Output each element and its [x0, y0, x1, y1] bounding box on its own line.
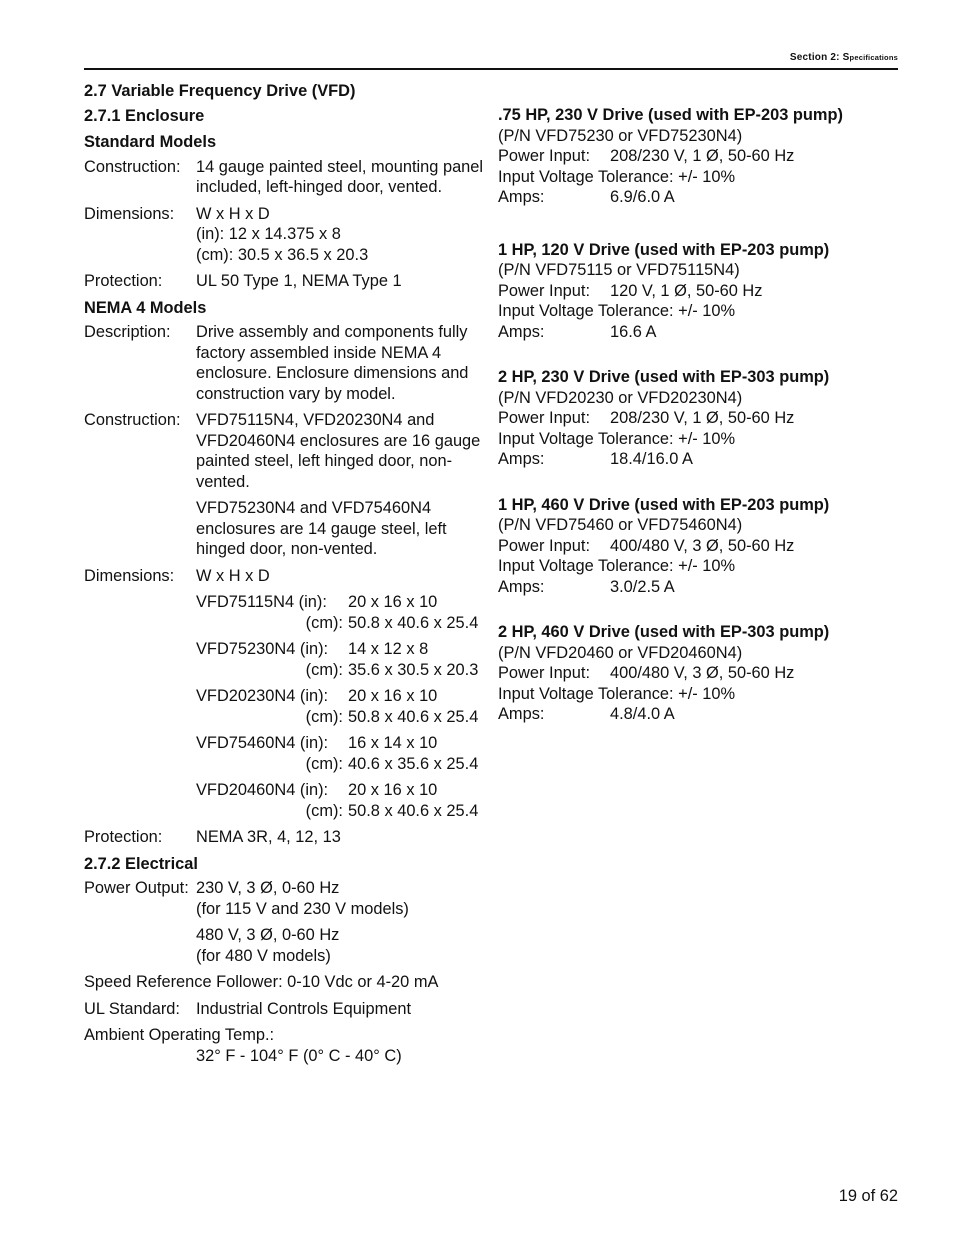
drive-amps-label: Amps: — [498, 705, 545, 723]
drive-power-value: 400/480 V, 3 Ø, 50-60 Hz — [610, 664, 795, 682]
nema-construction-text-2: VFD75230N4 and VFD75460N4 enclosures are 14 gauge steel, left hinged door, non-vented. — [196, 499, 447, 558]
drive-spec — [498, 622, 898, 725]
heading-vfd: 2.7 Variable Frequency Drive (VFD) — [84, 82, 356, 100]
std-construction-value: 14 gauge painted steel, mounting panel included, left-hinged door, vented. — [196, 157, 484, 196]
ul-standard-label: UL Standard: — [84, 999, 180, 1018]
drive-part-number: (P/N VFD20460 or VFD20460N4) — [498, 643, 743, 662]
dim-in-value: 14 x 12 x 8 — [348, 640, 429, 658]
nema-description-value: Drive assembly and components fully factory assembled inside NEMA 4 enclosure. Enclosure dimensions and construction vary by model. — [196, 323, 469, 403]
dim-block — [196, 639, 489, 680]
heading-standard-models: Standard Models — [84, 133, 217, 151]
dim-block — [196, 733, 489, 774]
drive-power-label: Power Input: — [498, 409, 591, 427]
drive-tolerance: Input Voltage Tolerance: +/- 10% — [498, 302, 736, 320]
dim-block — [196, 592, 489, 633]
drive-title: 2 HP, 460 V Drive (used with EP-303 pump) — [498, 623, 830, 641]
dim-cm-label: (cm): — [305, 754, 343, 773]
drive-power-value: 208/230 V, 1 Ø, 50-60 Hz — [610, 409, 795, 427]
drive-amps-label: Amps: — [498, 450, 545, 468]
nema-description-label: Description: — [84, 323, 171, 341]
dim-cm-value: 35.6 x 30.5 x 20.3 — [348, 660, 479, 679]
std-dimensions-row — [84, 204, 489, 266]
nema-dimensions-head: W x H x D — [196, 566, 270, 585]
left-column — [84, 81, 489, 1066]
dim-block — [196, 780, 489, 821]
nema-construction-row — [84, 410, 489, 560]
nema-protection-value: NEMA 3R, 4, 12, 13 — [196, 828, 341, 846]
dim-in-label: VFD20460N4 (in): — [196, 781, 329, 799]
drive-tolerance: Input Voltage Tolerance: +/- 10% — [498, 684, 736, 703]
power-output-line: (for 115 V and 230 V models) — [196, 899, 409, 918]
drive-part-number: (P/N VFD75460 or VFD75460N4) — [498, 516, 743, 534]
section-header-big: Section 2: S — [789, 52, 850, 63]
drive-part-number: (P/N VFD75115 or VFD75115N4) — [498, 261, 740, 279]
right-column — [498, 105, 898, 745]
std-protection-value: UL 50 Type 1, NEMA Type 1 — [196, 272, 402, 290]
drive-amps-label: Amps: — [498, 577, 545, 596]
nema-protection-label: Protection: — [84, 828, 163, 846]
drive-part-number: (P/N VFD75230 or VFD75230N4) — [498, 126, 743, 145]
speed-reference-row — [84, 972, 489, 993]
drive-tolerance: Input Voltage Tolerance: +/- 10% — [498, 557, 736, 575]
drive-tolerance: Input Voltage Tolerance: +/- 10% — [498, 429, 736, 448]
speed-reference-text: Speed Reference Follower: 0-10 Vdc or 4-20 mA — [84, 973, 439, 991]
drive-power-label: Power Input: — [498, 664, 591, 682]
dim-block — [196, 686, 489, 727]
dim-cm-value: 50.8 x 40.6 x 25.4 — [348, 707, 479, 726]
power-output-line: (for 480 V models) — [196, 946, 331, 965]
drive-spec — [498, 495, 898, 598]
drive-spec — [498, 105, 898, 208]
dim-cm-label: (cm): — [305, 707, 343, 726]
ambient-temp-value: 32° F - 104° F (0° C - 40° C) — [196, 1046, 402, 1065]
drive-power-label: Power Input: — [498, 536, 591, 555]
ul-standard-value: Industrial Controls Equipment — [196, 999, 412, 1018]
drive-power-value: 208/230 V, 1 Ø, 50-60 Hz — [610, 147, 795, 165]
nema-dimensions-list — [84, 592, 489, 821]
dim-cm-value: 50.8 x 40.6 x 25.4 — [348, 801, 479, 820]
dim-in-value: 16 x 14 x 10 — [348, 734, 438, 752]
power-output-value — [196, 878, 489, 966]
nema-dimensions-label: Dimensions: — [84, 566, 175, 585]
dim-in-label: VFD75460N4 (in): — [196, 734, 329, 752]
heading-electrical: 2.7.2 Electrical — [84, 854, 198, 873]
nema-construction-value — [196, 410, 489, 560]
ambient-temp-label: Ambient Operating Temp.: — [84, 1026, 275, 1044]
dim-in-value: 20 x 16 x 10 — [348, 781, 438, 799]
dim-cm-value: 50.8 x 40.6 x 25.4 — [348, 613, 479, 632]
drive-power-value: 120 V, 1 Ø, 50-60 Hz — [610, 281, 763, 300]
drive-spec — [498, 240, 898, 343]
dim-in-label: VFD20230N4 (in): — [196, 687, 329, 705]
ul-standard-row — [84, 999, 489, 1020]
drive-spec — [498, 367, 898, 470]
std-protection-label: Protection: — [84, 272, 163, 290]
heading-enclosure: 2.7.1 Enclosure — [84, 106, 205, 125]
drive-title: 1 HP, 460 V Drive (used with EP-203 pump) — [498, 495, 830, 514]
std-dimensions-label: Dimensions: — [84, 204, 175, 223]
drive-amps-value: 4.8/4.0 A — [610, 705, 675, 723]
dim-cm-value: 40.6 x 35.6 x 25.4 — [348, 754, 479, 773]
std-protection-row — [84, 271, 489, 292]
nema-construction-label: Construction: — [84, 411, 181, 429]
dim-cm-label: (cm): — [305, 801, 343, 820]
drive-amps-label: Amps: — [498, 322, 545, 341]
nema-protection-row — [84, 827, 489, 848]
power-output-line: 230 V, 3 Ø, 0-60 Hz — [196, 879, 340, 897]
dim-cm-label: (cm): — [305, 613, 343, 632]
dim-cm-label: (cm): — [305, 660, 343, 679]
drive-title: 1 HP, 120 V Drive (used with EP-203 pump) — [498, 240, 830, 259]
page-number: 19 of 62 — [838, 1187, 898, 1205]
dim-in-value: 20 x 16 x 10 — [348, 593, 438, 611]
nema-description-row — [84, 322, 489, 404]
drive-title: .75 HP, 230 V Drive (used with EP-203 pump) — [498, 106, 843, 124]
nema-construction-text-1: VFD75115N4, VFD20230N4 and VFD20460N4 enclosures are 16 gauge painted steel, left hinged door, non-vented. — [196, 411, 481, 491]
power-output-row — [84, 878, 489, 966]
power-output-line: 480 V, 3 Ø, 0-60 Hz — [196, 926, 340, 944]
header-rule — [84, 68, 898, 70]
power-output-label: Power Output: — [84, 879, 189, 897]
drive-tolerance: Input Voltage Tolerance: +/- 10% — [498, 167, 736, 186]
std-dim-line: (in): 12 x 14.375 x 8 — [196, 225, 341, 243]
drive-part-number: (P/N VFD20230 or VFD20230N4) — [498, 388, 743, 407]
dim-in-label: VFD75115N4 (in): — [196, 593, 327, 611]
std-construction-label: Construction: — [84, 157, 181, 176]
section-header — [790, 52, 898, 63]
drive-amps-value: 3.0/2.5 A — [610, 577, 675, 596]
drive-amps-value: 6.9/6.0 A — [610, 188, 675, 206]
drive-amps-value: 18.4/16.0 A — [610, 450, 693, 468]
dim-in-value: 20 x 16 x 10 — [348, 687, 438, 705]
nema-dimensions-row — [84, 566, 489, 587]
heading-nema4-models: NEMA 4 Models — [84, 298, 207, 317]
drive-power-value: 400/480 V, 3 Ø, 50-60 Hz — [610, 536, 795, 555]
drive-title: 2 HP, 230 V Drive (used with EP-303 pump) — [498, 368, 830, 386]
drive-power-label: Power Input: — [498, 281, 591, 300]
dim-in-label: VFD75230N4 (in): — [196, 640, 329, 658]
drive-amps-label: Amps: — [498, 188, 545, 206]
std-construction-row — [84, 157, 489, 198]
drive-power-label: Power Input: — [498, 147, 591, 165]
section-header-small: pecifications — [849, 53, 898, 62]
drive-amps-value: 16.6 A — [610, 322, 657, 341]
std-dimensions-value — [196, 204, 489, 266]
std-dim-line: (cm): 30.5 x 36.5 x 20.3 — [196, 245, 369, 264]
std-dim-line: W x H x D — [196, 204, 270, 223]
